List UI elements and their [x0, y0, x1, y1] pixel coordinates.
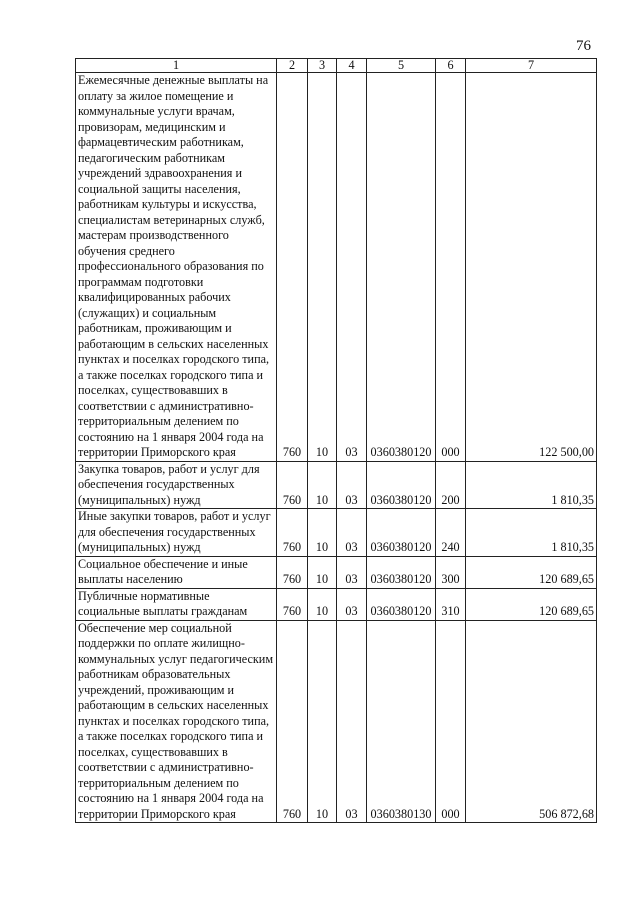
row-name: Публичные нормативные социальные выплаты гражданам [76, 588, 277, 620]
table-row [76, 73, 597, 462]
table-header-row [76, 59, 597, 73]
row-target-code: 0360380120 [367, 509, 436, 557]
row-target-code: 0360380120 [367, 588, 436, 620]
column-header: 1 [76, 59, 277, 73]
column-header: 5 [367, 59, 436, 73]
row-ministry-code: 760 [277, 588, 308, 620]
table-row [76, 588, 597, 620]
row-expense-type: 000 [436, 73, 466, 462]
row-expense-type: 310 [436, 588, 466, 620]
row-expense-type: 240 [436, 509, 466, 557]
row-name: Закупка товаров, работ и услуг для обеспечения государственных (муниципальных) нужд [76, 461, 277, 509]
column-header: 3 [308, 59, 337, 73]
row-target-code: 0360380120 [367, 461, 436, 509]
row-target-code: 0360380130 [367, 620, 436, 823]
row-section-code: 10 [308, 73, 337, 462]
row-ministry-code: 760 [277, 461, 308, 509]
row-name: Иные закупки товаров, работ и услуг для обеспечения государственных (муниципальных) нужд [76, 509, 277, 557]
row-name: Обеспечение мер социальной поддержки по оплате жилищно-коммунальных услуг педагогическим работникам образовательных учреждений, проживающим и работающим в сельских населенных пунктах и поселках городского типа, а также поселках городского типа и поселках, существовавших в соответствии с административно-территориальным делением по состоянию на 1 января 2004 года на территории Приморского края [76, 620, 277, 823]
row-subsection-code: 03 [337, 588, 367, 620]
row-amount: 506 872,68 [466, 620, 597, 823]
row-subsection-code: 03 [337, 73, 367, 462]
row-target-code: 0360380120 [367, 556, 436, 588]
row-section-code: 10 [308, 588, 337, 620]
table-row [76, 620, 597, 823]
row-section-code: 10 [308, 620, 337, 823]
row-expense-type: 000 [436, 620, 466, 823]
row-subsection-code: 03 [337, 556, 367, 588]
row-section-code: 10 [308, 509, 337, 557]
row-amount: 122 500,00 [466, 73, 597, 462]
column-header: 2 [277, 59, 308, 73]
column-header: 6 [436, 59, 466, 73]
row-subsection-code: 03 [337, 461, 367, 509]
row-subsection-code: 03 [337, 509, 367, 557]
table-row [76, 556, 597, 588]
row-amount: 1 810,35 [466, 461, 597, 509]
row-expense-type: 300 [436, 556, 466, 588]
row-section-code: 10 [308, 461, 337, 509]
row-name: Социальное обеспечение и иные выплаты населению [76, 556, 277, 588]
row-name: Ежемесячные денежные выплаты на оплату за жилое помещение и коммунальные услуги врачам, провизорам, медицинским и фармацевтическим работникам, педагогическим работникам учреждений здравоохранения и социальной защиты населения, работникам культуры и искусства, специалистам ветеринарных служб, мастерам производственного обучения среднего профессионального образования по программам подготовки квалифицированных рабочих (служащих) и социальным работникам, проживающим и работающим в сельских населенных пунктах и поселках городского типа, а также поселках городского типа и поселках, существовавших в соответствии с административно-территориальным делением по состоянию на 1 января 2004 года на территории Приморского края [76, 73, 277, 462]
row-subsection-code: 03 [337, 620, 367, 823]
row-ministry-code: 760 [277, 509, 308, 557]
table-row [76, 461, 597, 509]
row-expense-type: 200 [436, 461, 466, 509]
row-amount: 120 689,65 [466, 556, 597, 588]
table-row [76, 509, 597, 557]
column-header: 7 [466, 59, 597, 73]
row-ministry-code: 760 [277, 73, 308, 462]
row-amount: 120 689,65 [466, 588, 597, 620]
row-ministry-code: 760 [277, 556, 308, 588]
row-section-code: 10 [308, 556, 337, 588]
budget-table [75, 58, 597, 823]
row-amount: 1 810,35 [466, 509, 597, 557]
column-header: 4 [337, 59, 367, 73]
page-number: 76 [576, 38, 591, 54]
row-target-code: 0360380120 [367, 73, 436, 462]
row-ministry-code: 760 [277, 620, 308, 823]
